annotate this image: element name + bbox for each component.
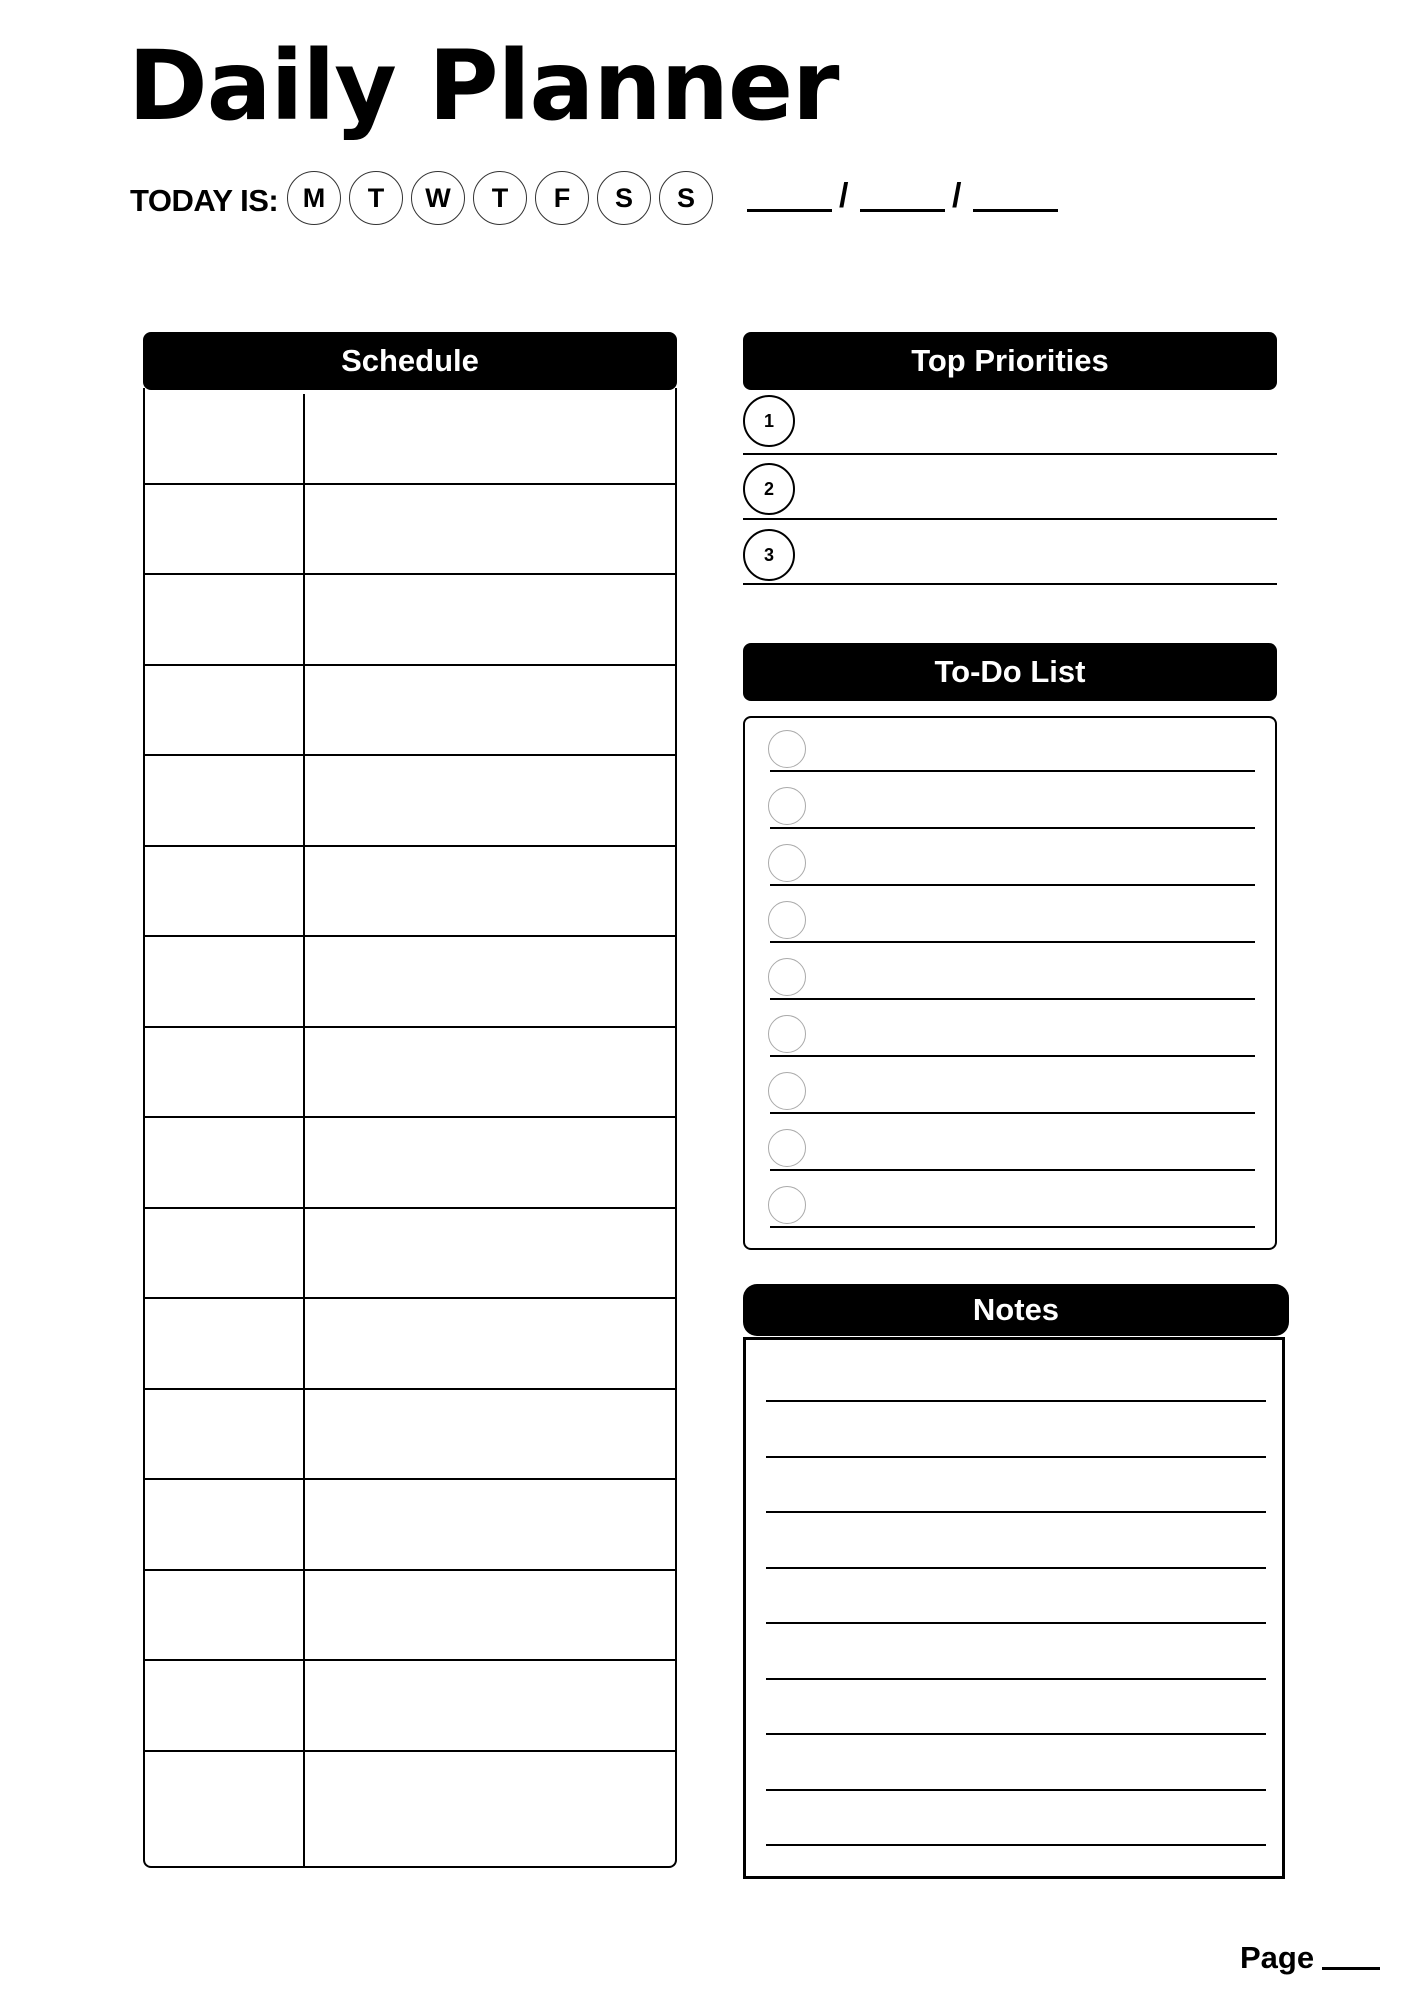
todo-item-line[interactable] <box>770 1169 1255 1171</box>
schedule-time-cell[interactable] <box>145 394 301 480</box>
schedule-time-cell[interactable] <box>145 1661 301 1747</box>
date-separator: / <box>952 177 962 215</box>
schedule-event-cell[interactable] <box>305 1752 675 1838</box>
today-label: TODAY IS: <box>130 183 279 218</box>
schedule-row-divider <box>143 664 677 666</box>
priority-line[interactable] <box>743 583 1277 585</box>
schedule-time-cell[interactable] <box>145 485 301 571</box>
priority-item-3[interactable] <box>743 529 795 581</box>
schedule-row-divider <box>143 1478 677 1480</box>
notes-line[interactable] <box>766 1733 1266 1735</box>
schedule-event-cell[interactable] <box>305 756 675 842</box>
weekday-friday[interactable]: F <box>535 171 589 225</box>
notes-line[interactable] <box>766 1678 1266 1680</box>
schedule-event-cell[interactable] <box>305 847 675 933</box>
schedule-event-cell[interactable] <box>305 937 675 1023</box>
schedule-event-cell[interactable] <box>305 1661 675 1747</box>
todo-item-line[interactable] <box>770 770 1255 772</box>
todo-checkbox[interactable] <box>768 1015 806 1053</box>
todo-checkbox[interactable] <box>768 844 806 882</box>
todo-list <box>743 716 1277 1250</box>
schedule-time-cell[interactable] <box>145 1299 301 1385</box>
priority-line[interactable] <box>743 453 1277 455</box>
schedule-row-divider <box>143 935 677 937</box>
priority-number: 1 <box>743 395 795 447</box>
weekday-monday[interactable]: M <box>287 171 341 225</box>
todo-checkbox[interactable] <box>768 1129 806 1167</box>
priorities-header: Top Priorities <box>743 332 1277 390</box>
weekday-sunday[interactable]: S <box>659 171 713 225</box>
schedule-row-divider <box>143 1659 677 1661</box>
schedule-row-divider <box>143 1388 677 1390</box>
schedule-event-cell[interactable] <box>305 1390 675 1476</box>
schedule-row-divider <box>143 573 677 575</box>
schedule-header: Schedule <box>143 332 677 390</box>
schedule-row-divider <box>143 1569 677 1571</box>
schedule-event-cell[interactable] <box>305 1118 675 1204</box>
schedule-row-divider <box>143 483 677 485</box>
date-day-field[interactable] <box>860 209 945 212</box>
schedule-time-cell[interactable] <box>145 937 301 1023</box>
schedule-time-cell[interactable] <box>145 1752 301 1838</box>
schedule-row-divider <box>143 754 677 756</box>
priority-number: 2 <box>743 463 795 515</box>
schedule-time-cell[interactable] <box>145 666 301 752</box>
notes-line[interactable] <box>766 1789 1266 1791</box>
schedule-row-divider <box>143 1750 677 1752</box>
schedule-row-divider <box>143 1116 677 1118</box>
schedule-time-cell[interactable] <box>145 575 301 661</box>
schedule-row-divider <box>143 845 677 847</box>
schedule-event-cell[interactable] <box>305 485 675 571</box>
notes-line[interactable] <box>766 1622 1266 1624</box>
todo-item-line[interactable] <box>770 941 1255 943</box>
weekday-thursday[interactable]: T <box>473 171 527 225</box>
notes-line[interactable] <box>766 1456 1266 1458</box>
schedule-time-cell[interactable] <box>145 1118 301 1204</box>
schedule-row-divider <box>143 1297 677 1299</box>
schedule-event-cell[interactable] <box>305 575 675 661</box>
todo-item-line[interactable] <box>770 998 1255 1000</box>
notes-line[interactable] <box>766 1844 1266 1846</box>
todo-item-line[interactable] <box>770 1055 1255 1057</box>
todo-header: To-Do List <box>743 643 1277 701</box>
todo-item-line[interactable] <box>770 1226 1255 1228</box>
schedule-time-cell[interactable] <box>145 1390 301 1476</box>
date-separator: / <box>839 177 849 215</box>
schedule-time-cell[interactable] <box>145 1209 301 1295</box>
schedule-table <box>143 388 677 1868</box>
schedule-time-cell[interactable] <box>145 847 301 933</box>
weekday-saturday[interactable]: S <box>597 171 651 225</box>
notes-header: Notes <box>743 1284 1289 1336</box>
page-number-field[interactable] <box>1322 1967 1380 1970</box>
todo-checkbox[interactable] <box>768 901 806 939</box>
schedule-event-cell[interactable] <box>305 394 675 480</box>
todo-item-line[interactable] <box>770 827 1255 829</box>
schedule-event-cell[interactable] <box>305 1480 675 1566</box>
notes-line[interactable] <box>766 1511 1266 1513</box>
schedule-row-divider <box>143 1207 677 1209</box>
schedule-event-cell[interactable] <box>305 1028 675 1114</box>
todo-checkbox[interactable] <box>768 1072 806 1110</box>
todo-checkbox[interactable] <box>768 730 806 768</box>
schedule-event-cell[interactable] <box>305 1571 675 1657</box>
notes-line[interactable] <box>766 1400 1266 1402</box>
schedule-event-cell[interactable] <box>305 1209 675 1295</box>
schedule-time-cell[interactable] <box>145 1028 301 1114</box>
schedule-time-cell[interactable] <box>145 756 301 842</box>
schedule-row-divider <box>143 1026 677 1028</box>
priority-item-1[interactable] <box>743 395 795 447</box>
todo-checkbox[interactable] <box>768 787 806 825</box>
priority-line[interactable] <box>743 518 1277 520</box>
todo-checkbox[interactable] <box>768 958 806 996</box>
schedule-event-cell[interactable] <box>305 1299 675 1385</box>
todo-item-line[interactable] <box>770 884 1255 886</box>
date-year-field[interactable] <box>973 209 1058 212</box>
schedule-event-cell[interactable] <box>305 666 675 752</box>
page-label: Page <box>1240 1940 1315 1975</box>
date-month-field[interactable] <box>747 209 832 212</box>
weekday-tuesday[interactable]: T <box>349 171 403 225</box>
todo-checkbox[interactable] <box>768 1186 806 1224</box>
notes-line[interactable] <box>766 1567 1266 1569</box>
priority-item-2[interactable] <box>743 463 795 515</box>
schedule-time-cell[interactable] <box>145 1571 301 1657</box>
priority-number: 3 <box>743 529 795 581</box>
schedule-time-cell[interactable] <box>145 1480 301 1566</box>
page-title: Daily Planner <box>128 30 839 142</box>
weekday-selector <box>287 171 713 225</box>
notes-area[interactable] <box>743 1337 1285 1879</box>
todo-item-line[interactable] <box>770 1112 1255 1114</box>
weekday-wednesday[interactable]: W <box>411 171 465 225</box>
